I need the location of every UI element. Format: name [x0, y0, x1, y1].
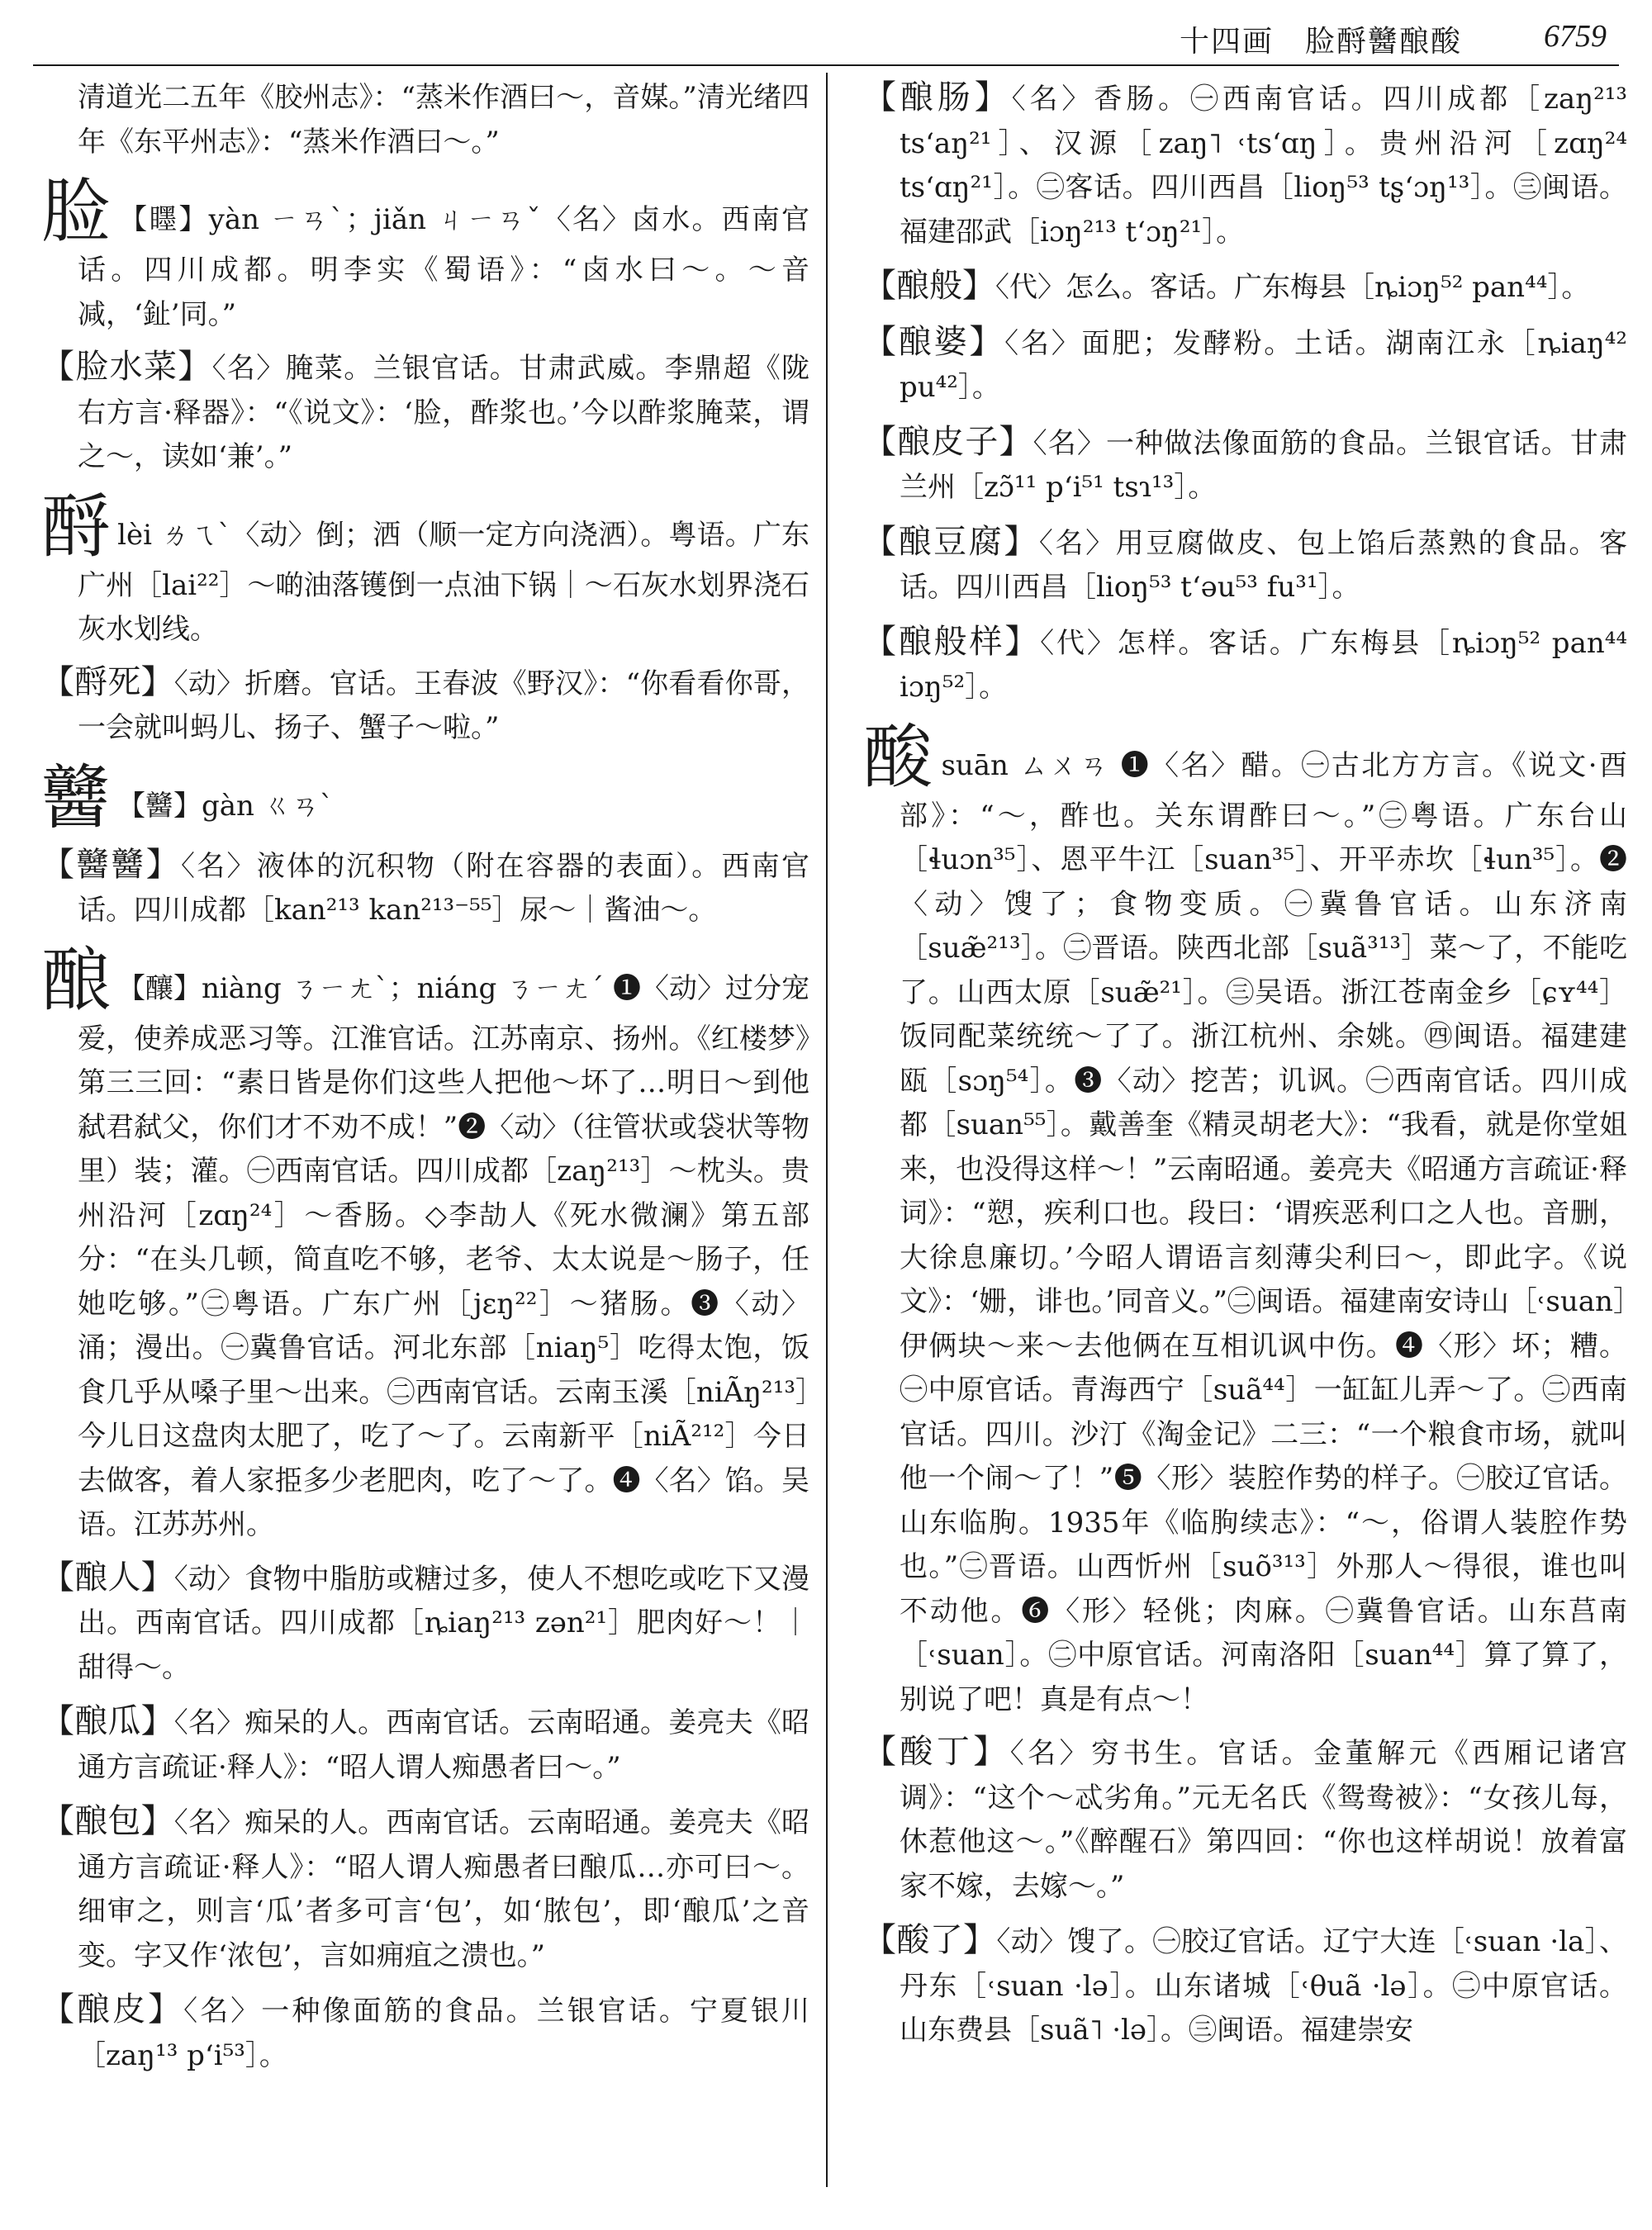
dictionary-entry [41, 843, 809, 933]
entry-text: 〈名〉穷书生。官话。金董解元《西厢记诸宫调》：“这个～忒劣角。”元无名氏《鸳鸯被》：“女孩儿每，休惹他这～。”《醉醒石》第四回：“你也这样胡说！放着富家不嫁，去嫁～。” [900, 1737, 1628, 1903]
dictionary-entry [863, 1919, 1627, 2053]
headword: 【脸水菜】 [41, 348, 212, 386]
entry-text: 〈代〉怎样。客话。广东梅县［ȵiɔŋ⁵² pan⁴⁴ iɔŋ⁵²］。 [900, 626, 1627, 704]
entry-text: 【釀】niàng ㄋㄧㄤˋ；niáng ㄋㄧㄤˊ ❶〈动〉过分宠爱，使养成恶习等。江淮官话。江苏南京、扬州。《红楼梦》第三三回：“素日皆是你们这些人把他～坏了…明日～到他弑君弑父，你们才不劝不成！”❷〈动〉（往管状或袋状等物里）装；灌。㊀西南官话。四川成都［zaŋ²¹³］～枕头。贵州沿河［zɑŋ²⁴］～香肠。◇李劼人《死水微澜》第五部分：“在头几顿，简直吃不够，老爷、太太说是～肠子，任她吃够。”㊁粤语。广东广州［jɛŋ²²］～猪肠。❸〈动〉涌；漫出。㊀冀鲁官话。河北东部［niaŋ⁵］吃得太饱，饭食几乎从嗓子里～出来。㊁西南官话。云南玉溪［niÃŋ²¹³］今儿日这盘肉太肥了，吃了～了。云南新平［niÃ²¹²］今日去做客，着人家挋多少老肥肉，吃了～了。❹〈名〉馅。吴语。江苏苏州。 [78, 971, 809, 1541]
entry-text: 〈名〉香肠。㊀西南官话。四川成都［zaŋ²¹³ ts‘aŋ²¹］、汉源［zaŋ˥ ˓ts‘ɑŋ］。贵州沿河［zɑŋ²⁴ ts‘ɑŋ²¹］。㊁客话。四川西昌［lioŋ⁵³ tʂ‘ɔŋ¹³］。㊂闽语。福建邵武［iɔŋ²¹³ t‘ɔŋ²¹］。 [900, 83, 1627, 249]
entry-text: 〈名〉痴呆的人。西南官话。云南昭通。姜亮夫《昭通方言疏证·释人》：“昭人谓人痴愚者曰酿瓜…亦可曰～。细审之，则言‘瓜’者多可言‘包’，如‘脓包’，即‘酿瓜’之音变。字又作‘浓包’，言如痈疽之溃也。” [78, 1806, 810, 1972]
dictionary-entry [41, 1700, 809, 1790]
headword: 【酸丁】 [863, 1733, 1010, 1771]
headword: 【酿皮】 [41, 1990, 184, 2028]
head-character: 脸 [41, 171, 113, 252]
entry-text: 〈名〉一种做法像面筋的食品。兰银官话。甘肃兰州［zɔ̃¹¹ p‘i⁵¹ tsɿ¹³］。 [900, 426, 1628, 504]
head-character: 䤗 [41, 757, 112, 838]
headword: 【酿包】 [41, 1802, 174, 1840]
entry-text: 〈动〉馊了。㊀胶辽官话。辽宁大连［˓suan ·la］、丹东［˓suan ·lə］。山东诸城［˓θuã ·lə］。㊁中原官话。山东费县［suã˥ ·lə］。㊂闽语。福建崇安 [900, 1925, 1628, 2047]
entry-text: 〈名〉痴呆的人。西南官话。云南昭通。姜亮夫《昭通方言疏证·释人》：“昭人谓人痴愚者曰～。” [78, 1706, 810, 1784]
headword: 【酿般样】 [863, 622, 1041, 661]
column-divider [826, 73, 828, 2187]
left-column [41, 76, 809, 2088]
entry-text: 〈名〉一种像面筋的食品。兰银官话。宁夏银川［zaŋ¹³ p‘i⁵³］。 [78, 1995, 810, 2072]
entry-text: 【䤗】gàn ㄍㄢˋ [117, 789, 334, 823]
entry-text: 〈名〉面肥；发酵粉。土话。湖南江永［ȵiaŋ⁴² pu⁴²］。 [900, 326, 1627, 404]
headword: 【酿人】 [41, 1558, 174, 1597]
entry-text: suān ㄙㄨㄢ ❶〈名〉醋。㊀古北方方言。《说文·酉部》：“～，酢也。关东谓酢曰～。”㊁粤语。广东台山［ɬuɔn³⁵］、恩平牛江［suan³⁵］、开平赤坎［ɬun³⁵］。❷〈动〉馊了；食物变质。㊀冀鲁官话。山东济南［suæ̃²¹³］。㊁晋语。陕西北部［suã³¹³］菜～了，不能吃了。山西太原［suæ̃²¹］。㊂吴语。浙江苍南金乡［ɕʏ⁴⁴］饭同配菜统统～了了。浙江杭州、余姚。㊃闽语。福建建瓯［sɔŋ⁵⁴］。❸〈动〉挖苦；讥讽。㊀西南官话。四川成都［suan⁵⁵］。戴善奎《精灵胡老大》：“我看，就是你堂姐来，也没得这样～！”云南昭通。姜亮夫《昭通方言疏证·释词》：“愬，疾利口也。段曰：‘谓疾恶利口之人也。音删，大徐息廉切。’今昭人谓语言刻薄尖利曰～，即此字。《说文》：‘姗，诽也。’同音义。”㊁闽语。福建南安诗山［˓suan］伊俩块～来～去他俩在互相讥讽中伤。❹〈形〉坏；糟。㊀中原官话。青海西宁［suã⁴⁴］一缸缸儿弄～了。㊁西南官话。四川。沙汀《淘金记》二三：“一个粮食市场，就叫他一个闹～了！”❺〈形〉装腔作势的样子。㊀胶辽官话。山东临朐。1935年《临朐续志》：“～，俗谓人装腔作势也。”㊁晋语。山西忻州［suõ³¹³］外那人～得很，谁也叫不动他。❻〈形〉轻佻；肉麻。㊀冀鲁官话。山东莒南［˓suan］。㊁中原官话。河南洛阳［suan⁴⁴］算了算了，别说了吧！真是有点～！ [900, 748, 1627, 1716]
head-character-entry [41, 486, 809, 652]
dictionary-entry [863, 320, 1627, 410]
dictionary-entry [41, 1556, 809, 1691]
entry-text: 〈名〉用豆腐做皮、包上馅后蒸熟的食品。客话。四川西昌［lioŋ⁵³ t‘əu⁵³ fu³¹］。 [900, 526, 1628, 604]
entry-text: 【䁼】yàn ㄧㄢˋ；jiǎn ㄐㄧㄢˇ〈名〉卤水。西南官话。四川成都。明李实《蜀语》：“卤水曰～。～音减，‘䤠’同。” [78, 203, 809, 331]
right-column [863, 76, 1627, 2063]
entry-text: 〈动〉折磨。官话。王春波《野汉》：“你看看你哥，一会就叫蚂儿、扬子、蟹子～啦。” [78, 667, 809, 744]
head-character-entry [41, 939, 809, 1548]
head-character-entry [41, 171, 809, 337]
running-head: 十四画 脸酹䤗酿酸 [1179, 25, 1462, 59]
entry-continuation [41, 76, 809, 164]
headword: 【酿婆】 [863, 322, 1005, 361]
head-character-entry [863, 716, 1627, 1723]
page-header [0, 0, 1652, 78]
headword: 【酿豆腐】 [863, 522, 1039, 561]
dictionary-entry [41, 661, 809, 751]
headword: 【酸了】 [863, 1921, 997, 1959]
headword: 【䤗䤗】 [41, 845, 181, 884]
dictionary-entry [863, 620, 1627, 710]
headword: 【酿般】 [863, 267, 995, 305]
dictionary-entry [863, 264, 1627, 311]
header-rule [33, 64, 1619, 66]
entry-text: 清道光二五年《胶州志》：“蒸米作酒曰～，音媒。”清光绪四年《东平州志》：“蒸米作酒曰～。” [78, 81, 809, 159]
head-character: 酿 [41, 939, 112, 1021]
dictionary-entry [41, 345, 809, 480]
dictionary-entry [863, 520, 1627, 610]
dictionary-entry [863, 1730, 1627, 1909]
page-number: 6759 [1544, 19, 1607, 54]
head-character: 酸 [863, 716, 935, 798]
dictionary-entry [863, 420, 1627, 510]
head-character-entry [41, 757, 809, 838]
headword: 【酿皮子】 [863, 422, 1033, 461]
headword: 【酹死】 [41, 662, 174, 701]
entry-text: 〈名〉液体的沉积物（附在容器的表面）。西南官话。四川成都［kan²¹³ kan²¹³⁻⁵⁵］尿～｜酱油～。 [78, 849, 810, 927]
headword: 【酿肠】 [863, 78, 1012, 116]
entry-text: lèi ㄌㄟˋ〈动〉倒；洒（顺一定方向浇洒）。粤语。广东广州［lai²²］～啲油落镬倒一点油下锅｜～石灰水划界浇石灰水划线。 [78, 518, 809, 646]
dictionary-entry [41, 1988, 809, 2078]
head-character: 酹 [41, 486, 112, 567]
dictionary-entry [41, 1800, 809, 1978]
dictionary-entry [863, 76, 1627, 254]
entry-text: 〈动〉食物中脂肪或糖过多，使人不想吃或吃下又漫出。西南官话。四川成都［ȵiaŋ²¹³ zən²¹］肥肉好～！｜甜得～。 [78, 1562, 810, 1684]
entry-text: 〈名〉腌菜。兰银官话。甘肃武威。李鼎超《陇右方言·释器》：“《说文》：‘脸，酢浆也。’今以酢浆腌菜，谓之～，读如‘兼’。” [78, 352, 810, 473]
entry-text: 〈代〉怎么。客话。广东梅县［ȵiɔŋ⁵² pan⁴⁴］。 [995, 271, 1590, 304]
headword: 【酿瓜】 [41, 1702, 174, 1740]
